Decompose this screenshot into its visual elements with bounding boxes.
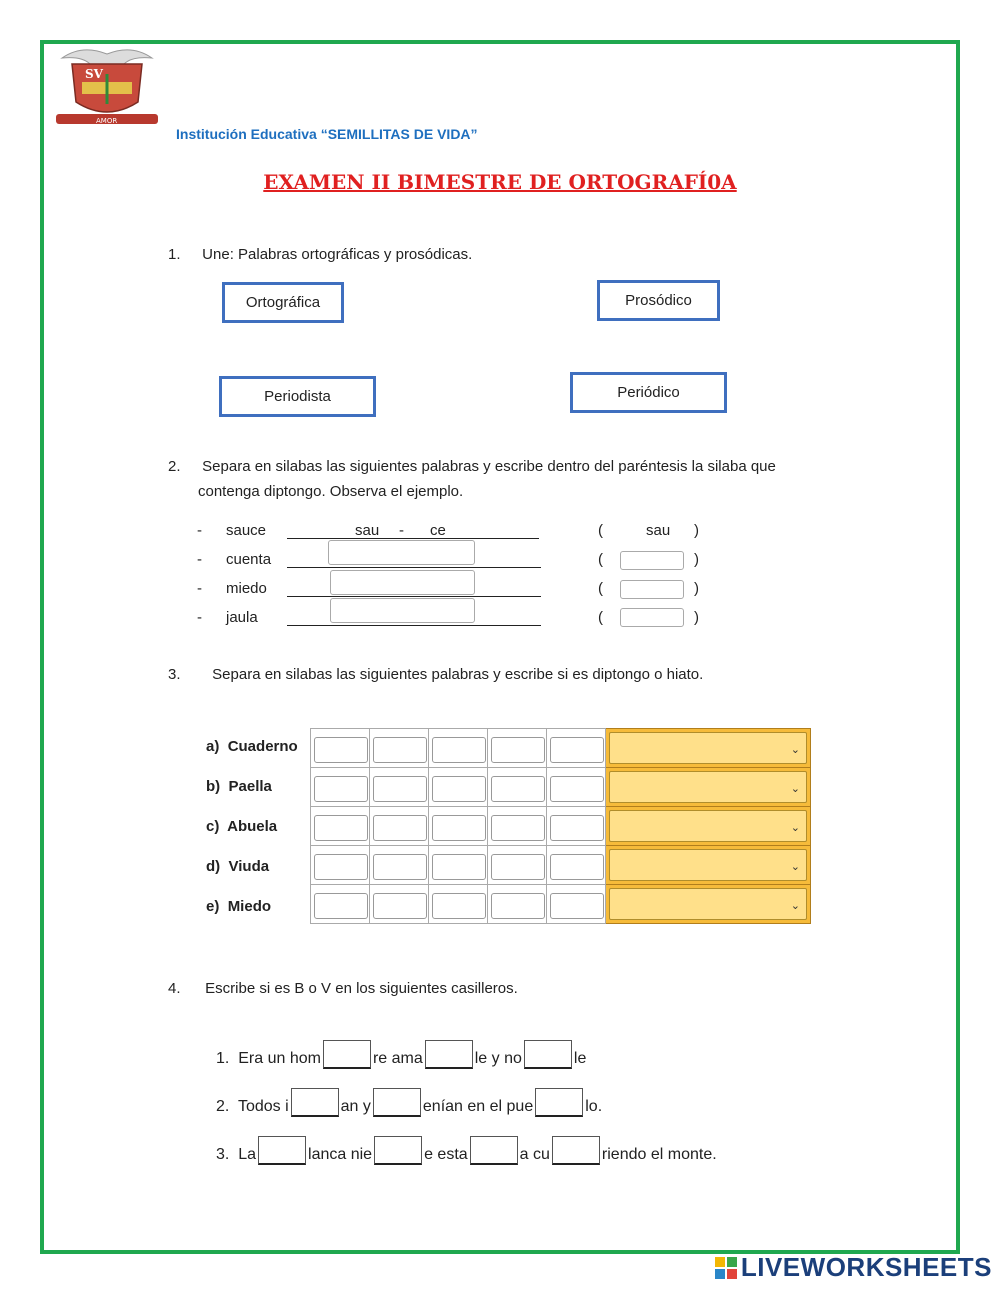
- question-4: [168, 980, 518, 997]
- liveworksheets-logo: [715, 1252, 992, 1283]
- sentence-number: 1.: [216, 1050, 230, 1067]
- syllable-cell-input[interactable]: [491, 854, 545, 880]
- letter-blank[interactable]: [323, 1040, 371, 1069]
- row-label-a: [206, 738, 298, 755]
- syllable-cell-input[interactable]: [314, 854, 368, 880]
- letter-blank[interactable]: [552, 1136, 600, 1165]
- paren-open: (: [598, 522, 603, 539]
- sentence-part: le: [573, 1050, 587, 1067]
- question-text: Une: Palabras ortográficas y prosódicas.: [202, 246, 473, 263]
- type-dropdown[interactable]: [609, 888, 807, 920]
- syllable-cell-input[interactable]: [314, 893, 368, 919]
- type-dropdown[interactable]: [609, 771, 807, 803]
- syllable-cell-input[interactable]: [491, 815, 545, 841]
- syllable-cell-input[interactable]: [550, 815, 604, 841]
- example-split-a: sau: [355, 522, 380, 539]
- sentence-part: an y: [340, 1098, 371, 1115]
- answer-line: [287, 625, 541, 626]
- syllable-cell-input[interactable]: [432, 815, 486, 841]
- syllable-cell-input[interactable]: [373, 815, 427, 841]
- answer-line: [287, 567, 541, 568]
- sentence-part: a cu: [519, 1146, 550, 1163]
- word-cuenta: cuenta: [226, 551, 272, 568]
- row-word: Paella: [228, 778, 272, 795]
- diphthong-input-cuenta[interactable]: [620, 551, 684, 570]
- syllable-table: [310, 728, 811, 924]
- sentence-part: riendo el monte.: [601, 1146, 717, 1163]
- question-number: 2.: [168, 458, 181, 475]
- row-word: Cuaderno: [227, 738, 298, 755]
- syllable-cell-input[interactable]: [491, 737, 545, 763]
- row-label-e: [206, 898, 271, 915]
- question-number: 4.: [168, 980, 181, 997]
- question-2: [168, 458, 776, 475]
- paren-open: (: [598, 551, 603, 568]
- page-frame: [40, 40, 960, 1254]
- table-row: [311, 807, 811, 846]
- dash: -: [197, 522, 202, 539]
- syllable-input-miedo[interactable]: [330, 570, 475, 595]
- letter-blank[interactable]: [291, 1088, 339, 1117]
- answer-line: [287, 596, 541, 597]
- row-label-d: [206, 858, 269, 875]
- type-dropdown[interactable]: [609, 849, 807, 881]
- syllable-cell-input[interactable]: [550, 893, 604, 919]
- syllable-cell-input[interactable]: [432, 737, 486, 763]
- liveworksheets-icon: [715, 1255, 737, 1277]
- match-box-periodico[interactable]: Periódico: [570, 372, 727, 413]
- syllable-cell-input[interactable]: [314, 737, 368, 763]
- match-box-prosodico[interactable]: Prosódico: [597, 280, 720, 321]
- paren-open: (: [598, 609, 603, 626]
- syllable-cell-input[interactable]: [314, 815, 368, 841]
- match-box-ortografica[interactable]: Ortográfica: [222, 282, 344, 323]
- sentence-part: lanca nie: [308, 1146, 373, 1163]
- sentence-part: La: [238, 1146, 257, 1163]
- type-dropdown[interactable]: [609, 810, 807, 842]
- diphthong-input-jaula[interactable]: [620, 608, 684, 627]
- table-row: [311, 729, 811, 768]
- syllable-cell-input[interactable]: [491, 776, 545, 802]
- syllable-cell-input[interactable]: [491, 893, 545, 919]
- sentence-part: e esta: [424, 1146, 468, 1163]
- sentence-number: 3.: [216, 1146, 230, 1163]
- paren-close: ): [694, 522, 699, 539]
- school-logo: [52, 44, 162, 132]
- brand-name: LIVEWORKSHEETS: [740, 1252, 992, 1282]
- chevron-down-icon: ⌄: [790, 783, 800, 795]
- sentence-part: Todos i: [237, 1098, 289, 1115]
- school-name: Institución Educativa “SEMILLITAS DE VIDA”: [176, 126, 478, 142]
- dash: -: [197, 580, 202, 597]
- row-letter: e): [206, 898, 220, 915]
- answer-line: [287, 538, 539, 539]
- letter-blank[interactable]: [425, 1040, 473, 1069]
- question-number: 3.: [168, 666, 181, 683]
- sentence-1: [216, 1040, 586, 1069]
- question-text: Separa en silabas las siguientes palabras y escribe si es diptongo o hiato.: [212, 666, 704, 683]
- letter-blank[interactable]: [374, 1136, 422, 1165]
- row-label-b: [206, 778, 272, 795]
- dash: -: [197, 609, 202, 626]
- example-split-b: ce: [430, 522, 446, 539]
- table-row: [311, 768, 811, 807]
- syllable-cell-input[interactable]: [550, 737, 604, 763]
- sentence-part: re ama: [372, 1050, 423, 1067]
- syllable-cell-input[interactable]: [373, 854, 427, 880]
- sentence-part: Era un hom: [238, 1050, 321, 1067]
- syllable-cell-input[interactable]: [550, 776, 604, 802]
- sentence-3: [216, 1136, 717, 1165]
- word-jaula: jaula: [226, 609, 258, 626]
- syllable-cell-input[interactable]: [432, 776, 486, 802]
- syllable-cell-input[interactable]: [314, 776, 368, 802]
- table-row: [311, 846, 811, 885]
- letter-blank[interactable]: [373, 1088, 421, 1117]
- paren-close: ): [694, 609, 699, 626]
- example-hyphen: -: [399, 522, 404, 539]
- letter-blank[interactable]: [535, 1088, 583, 1117]
- row-word: Miedo: [227, 898, 272, 915]
- page-title: EXAMEN II BIMESTRE DE ORTOGRAFÍ0A: [263, 170, 737, 194]
- question-text-line2: contenga diptongo. Observa el ejemplo.: [198, 483, 464, 500]
- row-word: Viuda: [228, 858, 270, 875]
- syllable-cell-input[interactable]: [432, 854, 486, 880]
- paren-close: ): [694, 551, 699, 568]
- dash: -: [197, 551, 202, 568]
- row-letter: b): [206, 778, 221, 795]
- paren-open: (: [598, 580, 603, 597]
- question-text: Escribe si es B o V en los siguientes casilleros.: [205, 980, 518, 997]
- syllable-cell-input[interactable]: [373, 737, 427, 763]
- sentence-part: le y no: [474, 1050, 522, 1067]
- sentence-part: enían en el pue: [422, 1098, 534, 1115]
- table-row: [311, 885, 811, 924]
- chevron-down-icon: ⌄: [790, 744, 800, 756]
- sentence-2: [216, 1088, 602, 1117]
- row-label-c: [206, 818, 277, 835]
- type-dropdown[interactable]: [609, 732, 807, 764]
- question-number: 1.: [168, 246, 181, 263]
- word-miedo: miedo: [226, 580, 267, 597]
- question-text: Separa en silabas las siguientes palabras y escribe dentro del paréntesis la silaba que: [202, 458, 776, 475]
- syllable-input-jaula[interactable]: [330, 598, 475, 623]
- letter-blank[interactable]: [258, 1136, 306, 1165]
- question-1: [168, 246, 472, 263]
- syllable-input-cuenta[interactable]: [328, 540, 475, 565]
- logo-motto: AMOR: [96, 117, 118, 125]
- example-answer: sau: [646, 522, 671, 539]
- syllable-cell-input[interactable]: [373, 893, 427, 919]
- row-letter: d): [206, 858, 221, 875]
- question-3: [168, 666, 703, 683]
- chevron-down-icon: ⌄: [790, 900, 800, 912]
- diphthong-input-miedo[interactable]: [620, 580, 684, 599]
- paren-close: ): [694, 580, 699, 597]
- letter-blank[interactable]: [524, 1040, 572, 1069]
- syllable-cell-input[interactable]: [432, 893, 486, 919]
- row-word: Abuela: [227, 818, 278, 835]
- letter-blank[interactable]: [470, 1136, 518, 1165]
- chevron-down-icon: ⌄: [790, 861, 800, 873]
- match-box-periodista[interactable]: Periodista: [219, 376, 376, 417]
- row-letter: c): [206, 818, 220, 835]
- sentence-part: lo.: [585, 1098, 603, 1115]
- example-word: sauce: [226, 522, 267, 539]
- syllable-cell-input[interactable]: [373, 776, 427, 802]
- logo-letters: SV: [85, 67, 103, 81]
- syllable-cell-input[interactable]: [550, 854, 604, 880]
- chevron-down-icon: ⌄: [790, 822, 800, 834]
- row-letter: a): [206, 738, 220, 755]
- sentence-number: 2.: [216, 1098, 230, 1115]
